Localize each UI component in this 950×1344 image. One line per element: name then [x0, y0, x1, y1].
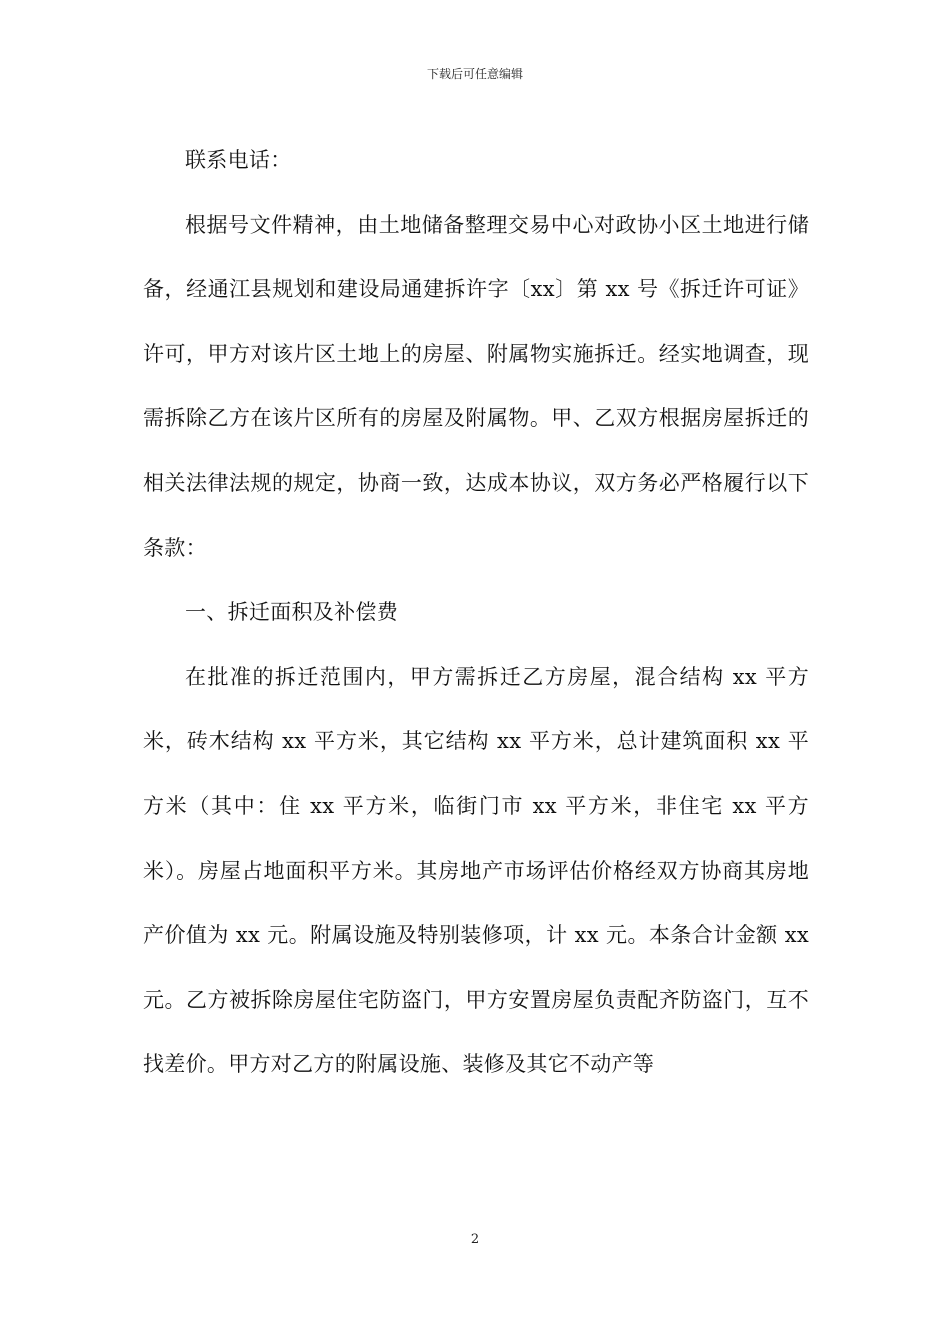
page-number: 2	[470, 1232, 480, 1247]
demolition-area-paragraph: 在批准的拆迁范围内，甲方需拆迁乙方房屋，混合结构 xx 平方米，砖木结构 xx 平方米，其它结构 xx 平方米，总计建筑面积 xx 平方米（其中：住 xx 平方米，临街门市 xx 平方米，非住宅 xx 平方米）。房屋占地面积平方米。其房地产市场评估价格经双方协商其房地产价值为 xx 元。附属设施及特别装修项，计 xx 元。本条合计金额 xx 元。乙方被拆除房屋住宅防盗门，甲方安置房屋负责配齐防盗门，互不找差价。甲方对乙方的附属设施、装修及其它不动产等	[143, 664, 809, 1077]
page-header-note: 下载后可任意编辑	[426, 67, 523, 81]
contact-phone-paragraph: 联系电话：	[185, 148, 292, 172]
section-heading-demolition-area: 一、拆迁面积及补偿费	[185, 600, 398, 625]
agreement-intro-paragraph: 根据号文件精神，由土地储备整理交易中心对政协小区土地进行储备，经通江县规划和建设局通建拆许字〔xx〕第 xx 号《拆迁许可证》许可，甲方对该片区土地上的房屋、附属物实施拆迁。经实地调查，现需拆除乙方在该片区所有的房屋及附属物。甲、乙双方根据房屋拆迁的相关法律法规的规定，协商一致，达成本协议，双方务必严格履行以下条款：	[143, 212, 809, 560]
document-body	[143, 128, 809, 1097]
